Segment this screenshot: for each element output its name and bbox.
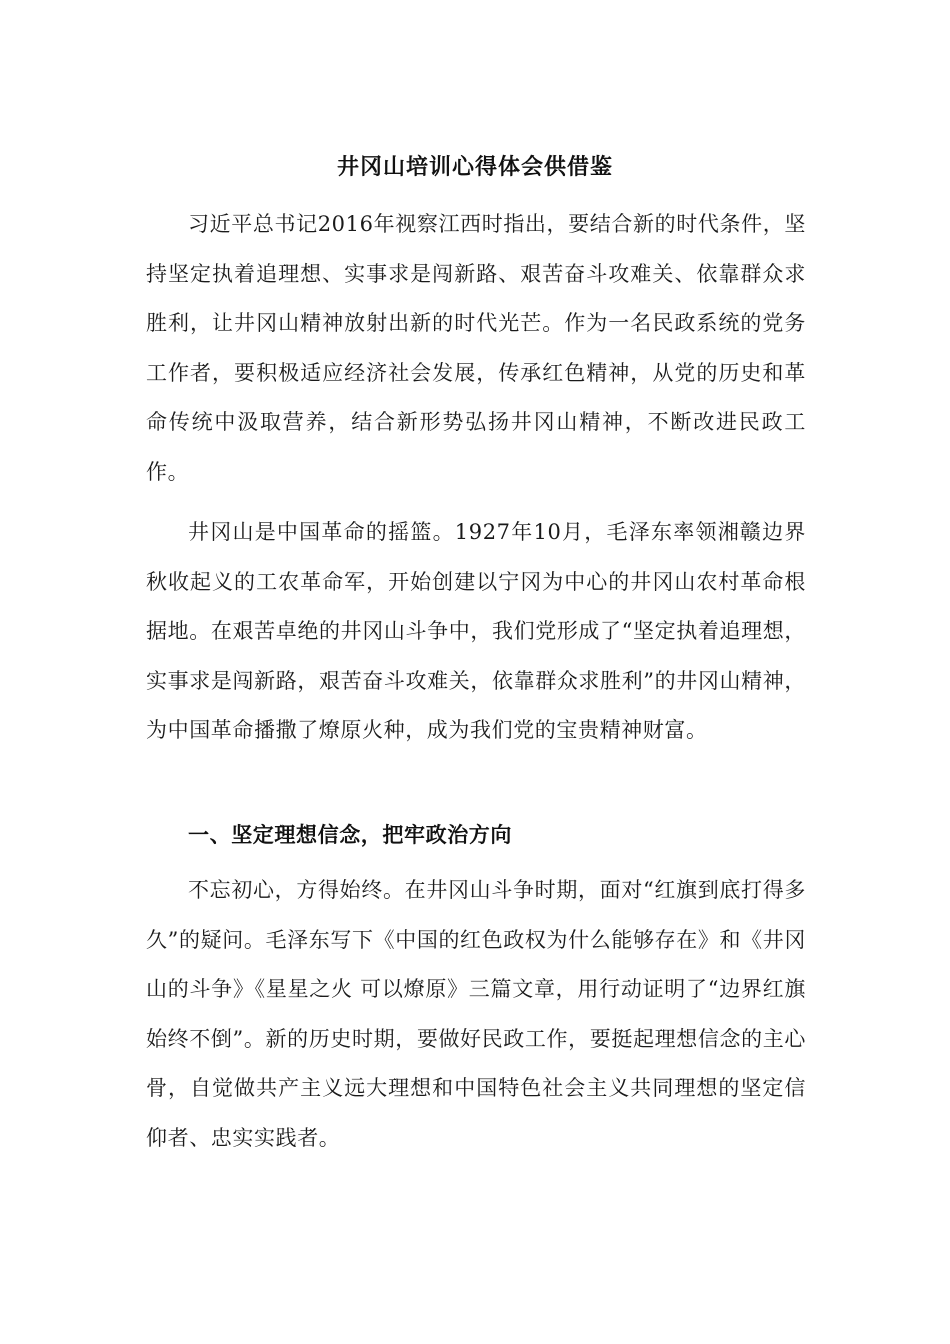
section-heading: 一、坚定理想信念，把牢政治方向 xyxy=(188,822,512,847)
document-title: 井冈山培训心得体会供借鉴 xyxy=(336,154,613,180)
section-paragraph: 不忘初心，方得始终。在井冈山斗争时期，面对“红旗到底打得多久”的疑问。毛泽东写下《中国的红色政权为什么能够存在》和《井冈山的斗争》《星星之火 可以燎原》三篇文章，用行动证明了“边界红旗始终不倒”。新的历史时期，要做好民政工作，要挺起理想信念的主心骨，自觉做共产主义远大理想和中国特色社会主义共同理想的坚定信仰者、忠实实践者。 xyxy=(146,878,806,1150)
intro-paragraph: 习近平总书记2016年视察江西时指出，要结合新的时代条件，坚持坚定执着追理想、实事求是闯新路、艰苦奋斗攻难关、依靠群众求胜利，让井冈山精神放射出新的时代光芒。作为一名民政系统的党务工作者，要积极适应经济社会发展，传承红色精神，从党的历史和革命传统中汲取营养，结合新形势弘扬井冈山精神，不断改进民政工作。 xyxy=(146,212,806,484)
background-paragraph: 井冈山是中国革命的摇篮。1927年10月，毛泽东率领湘赣边界秋收起义的工农革命军，开始创建以宁冈为中心的井冈山农村革命根据地。在艰苦卓绝的井冈山斗争中，我们党形成了“坚定执着追理想，实事求是闯新路，艰苦奋斗攻难关，依靠群众求胜利”的井冈山精神，为中国革命播撒了燎原火种，成为我们党的宝贵精神财富。 xyxy=(146,520,806,742)
